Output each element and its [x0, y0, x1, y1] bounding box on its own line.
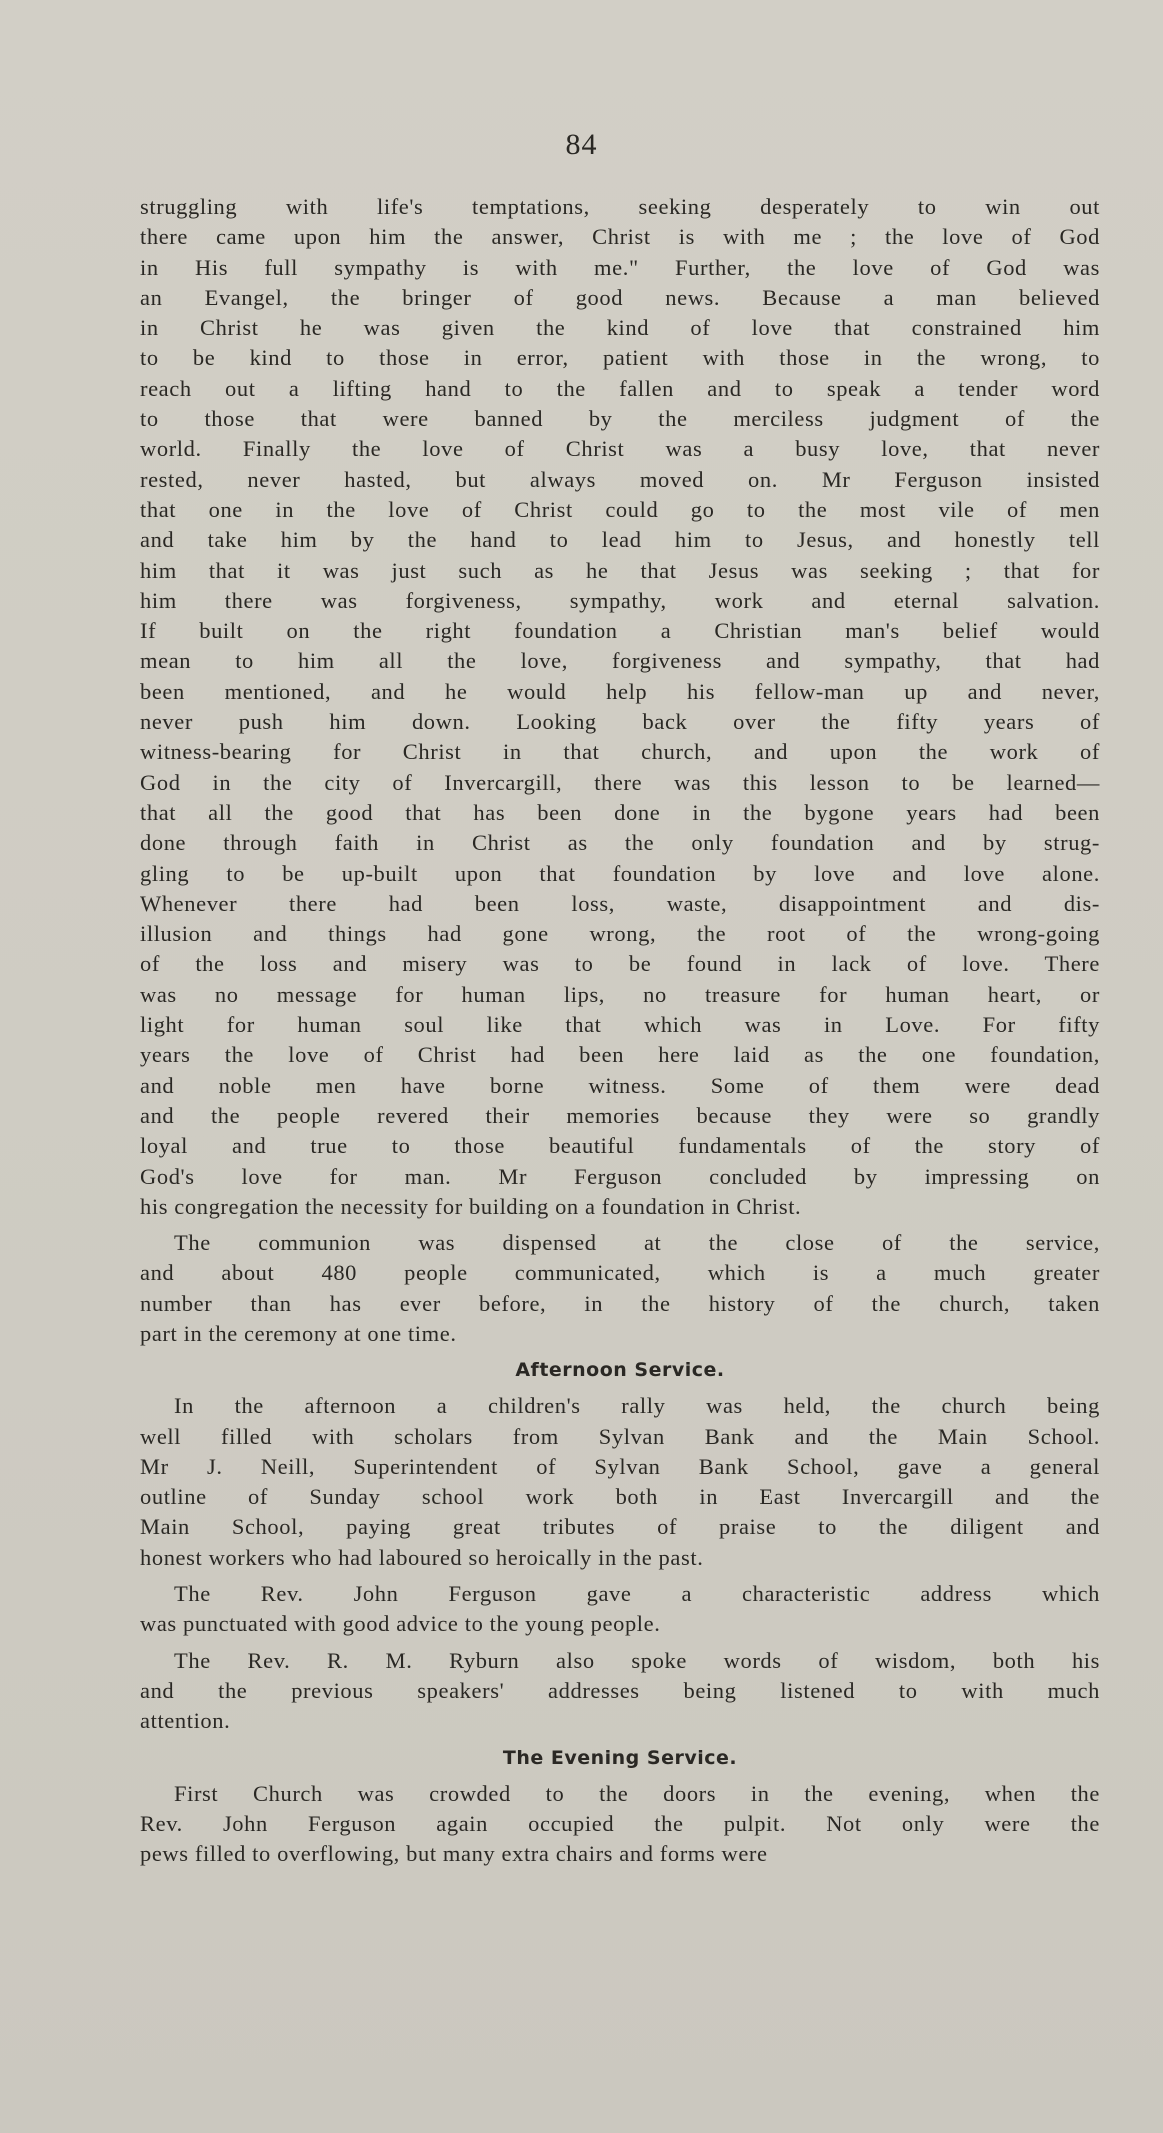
paragraph-evening-service [140, 1779, 1100, 1870]
text-line: and take him by the hand to lead him to Jesus, and honestly tell [140, 527, 1100, 553]
text-line: honest workers who had laboured so heroically in the past. [140, 1544, 704, 1570]
text-line: God in the city of Invercargill, there was this lesson to be learned— [140, 769, 1100, 795]
text-line: The Rev. R. M. Ryburn also spoke words of wisdom, both his [174, 1647, 1100, 1673]
text-line: God's love for man. Mr Ferguson concluded by impressing on [140, 1163, 1100, 1189]
text-line: and about 480 people communicated, which is a much greater [140, 1260, 1100, 1286]
text-line: an Evangel, the bringer of good news. Because a man believed [140, 284, 1100, 310]
text-line: of the loss and misery was to be found in lack of love. There [140, 951, 1100, 977]
paragraph-ryburn-address [140, 1646, 1100, 1737]
text-line: years the love of Christ had been here laid as the one foundation, [140, 1042, 1100, 1068]
text-line: Whenever there had been loss, waste, disappointment and dis- [140, 890, 1100, 916]
text-line: pews filled to overflowing, but many extra chairs and forms were [140, 1841, 768, 1867]
text-line: was no message for human lips, no treasure for human heart, or [140, 981, 1100, 1007]
text-line: never push him down. Looking back over the fifty years of [140, 709, 1100, 735]
text-line: witness-bearing for Christ in that church, and upon the work of [140, 739, 1100, 765]
paragraph-ferguson-address [140, 1579, 1100, 1640]
text-line: If built on the right foundation a Christian man's belief would [140, 618, 1100, 644]
text-line: well filled with scholars from Sylvan Bank and the Main School. [140, 1423, 1100, 1449]
text-line: that one in the love of Christ could go to the most vile of men [140, 496, 1100, 522]
text-line: outline of Sunday school work both in East Invercargill and the [140, 1484, 1100, 1510]
text-line: Mr J. Neill, Superintendent of Sylvan Bank School, gave a general [140, 1453, 1100, 1479]
text-line: light for human soul like that which was in Love. For fifty [140, 1012, 1100, 1038]
text-line: number than has ever before, in the history of the church, taken [140, 1290, 1100, 1316]
paragraph-childrens-rally [140, 1391, 1100, 1573]
text-line: attention. [140, 1708, 231, 1734]
text-line: him there was forgiveness, sympathy, work and eternal salvation. [140, 587, 1100, 613]
text-line: Rev. John Ferguson again occupied the pulpit. Not only were the [140, 1810, 1100, 1836]
text-line: loyal and true to those beautiful fundamentals of the story of [140, 1133, 1100, 1159]
text-line: and the people revered their memories because they were so grandly [140, 1102, 1100, 1128]
text-line: illusion and things had gone wrong, the root of the wrong-going [140, 921, 1100, 947]
text-line: struggling with life's temptations, seeking desperately to win out [140, 194, 1100, 219]
page-body [140, 192, 1100, 1869]
text-line: mean to him all the love, forgiveness and sympathy, that had [140, 648, 1100, 674]
text-line: part in the ceremony at one time. [140, 1320, 457, 1346]
text-line: reach out a lifting hand to the fallen and to speak a tender word [140, 375, 1100, 401]
text-line: gling to be up-built upon that foundation by love and love alone. [140, 860, 1100, 886]
page-number: 84 [565, 128, 598, 161]
text-line: was punctuated with good advice to the young people. [140, 1611, 661, 1637]
heading-afternoon-service: Afternoon Service. [515, 1359, 725, 1382]
text-line: him that it was just such as he that Jesus was seeking ; that for [140, 557, 1100, 583]
text-line: The communion was dispensed at the close of the service, [174, 1230, 1100, 1256]
text-line: rested, never hasted, but always moved on. Mr Ferguson insisted [140, 466, 1100, 492]
text-line: First Church was crowded to the doors in the evening, when the [174, 1780, 1100, 1806]
text-line: to be kind to those in error, patient with those in the wrong, to [140, 345, 1100, 371]
text-line: there came upon him the answer, Christ is with me ; the love of God [140, 224, 1100, 250]
heading-evening-service: The Evening Service. [502, 1746, 738, 1769]
text-line: to those that were banned by the merciless judgment of the [140, 406, 1100, 432]
text-line: been mentioned, and he would help his fellow-man up and never, [140, 678, 1100, 704]
text-line: his congregation the necessity for building on a foundation in Christ. [140, 1193, 802, 1219]
paragraph-sermon-continued [140, 192, 1100, 1222]
text-line: In the afternoon a children's rally was held, the church being [174, 1393, 1100, 1419]
text-line: The Rev. John Ferguson gave a characteristic address which [174, 1581, 1100, 1607]
text-line: that all the good that has been done in the bygone years had been [140, 799, 1100, 825]
paragraph-communion [140, 1228, 1100, 1349]
text-line: done through faith in Christ as the only foundation and by strug- [140, 830, 1100, 856]
text-line: and noble men have borne witness. Some of them were dead [140, 1072, 1100, 1098]
text-line: Main School, paying great tributes of praise to the diligent and [140, 1514, 1100, 1540]
text-line: in His full sympathy is with me." Further, the love of God was [140, 254, 1100, 280]
text-line: in Christ he was given the kind of love that constrained him [140, 315, 1100, 341]
text-line: world. Finally the love of Christ was a busy love, that never [140, 436, 1100, 462]
text-line: and the previous speakers' addresses being listened to with much [140, 1677, 1100, 1703]
